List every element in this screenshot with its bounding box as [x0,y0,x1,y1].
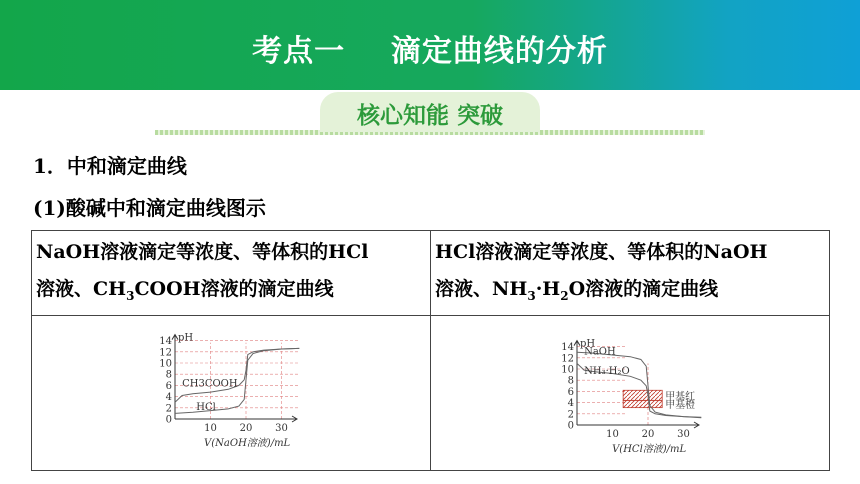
right-chart-cell [431,315,830,470]
x-tick-label: 30 [677,428,690,440]
y-tick-label: 2 [165,403,172,415]
y-axis-label: pH [178,332,194,344]
y-tick-label: 12 [561,353,574,365]
y-tick-label: 6 [567,386,574,398]
right-header-cell [431,231,830,316]
y-tick-label: 14 [561,341,574,353]
y-tick-label: 8 [567,375,574,387]
y-tick-label: 8 [165,369,172,381]
x-tick-label: 10 [204,422,217,434]
heading-2: (1)酸碱中和滴定曲线图示 [33,196,266,220]
y-tick-label: 10 [159,358,172,370]
y-tick-label: 12 [159,347,172,359]
titration-chart-hcl [431,316,829,466]
indicator-label: 甲基橙 [665,399,696,411]
y-tick-label: 2 [567,409,574,421]
series-label: CH3COOH [182,378,238,390]
series-line [175,348,299,402]
right-header-line2-post: O溶液的滴定曲线 [568,278,719,300]
right-header-line2 [435,271,829,315]
series-label: NH₃·H₂O [584,365,630,377]
x-tick-label: 10 [606,428,619,440]
indicator-range [623,400,662,407]
heading-1: 1．中和滴定曲线 [33,154,187,178]
x-axis-label: V(HCl溶液)/mL [612,443,687,455]
y-tick-label: 14 [159,335,172,347]
left-header-line2 [36,271,430,315]
y-tick-label: 0 [165,414,172,426]
right-header-line2-mid: ·H [535,278,561,300]
page-title: 考点一 滴定曲线的分析 [252,34,608,69]
right-header-line2-pre: 溶液、NH [435,278,528,300]
left-chart-cell [32,315,431,470]
left-header-sub: 3 [126,288,135,303]
right-header-sub1: 3 [527,288,536,303]
series-label: NaOH [584,346,616,358]
y-tick-label: 6 [165,380,172,392]
subtitle-text: 核心知能 突破 [356,103,503,129]
left-header-cell [32,231,431,316]
left-header-line1: NaOH溶液滴定等浓度、等体积的HCl [36,241,369,263]
header-banner [0,0,860,90]
x-tick-label: 20 [641,428,655,440]
section-subtitle [155,92,705,136]
left-header-line2-post: COOH溶液的滴定曲线 [134,278,334,300]
right-header-line1: HCl溶液滴定等浓度、等体积的NaOH [435,241,768,263]
titration-chart-naoh [32,316,430,466]
x-tick-label: 20 [239,422,253,434]
comparison-table [31,230,830,471]
series-label: HCl [196,401,216,413]
y-tick-label: 10 [561,364,574,376]
y-tick-label: 0 [567,420,574,432]
x-tick-label: 30 [275,422,288,434]
x-axis-label: V(NaOH溶液)/mL [204,437,291,449]
indicator-label: 甲基红 [665,391,696,403]
y-axis-label: pH [580,338,596,350]
left-header-line2-pre: 溶液、CH [36,278,127,300]
y-tick-label: 4 [567,397,574,409]
indicator-range [623,390,662,400]
right-header-sub2: 2 [560,288,569,303]
y-tick-label: 4 [165,391,172,403]
